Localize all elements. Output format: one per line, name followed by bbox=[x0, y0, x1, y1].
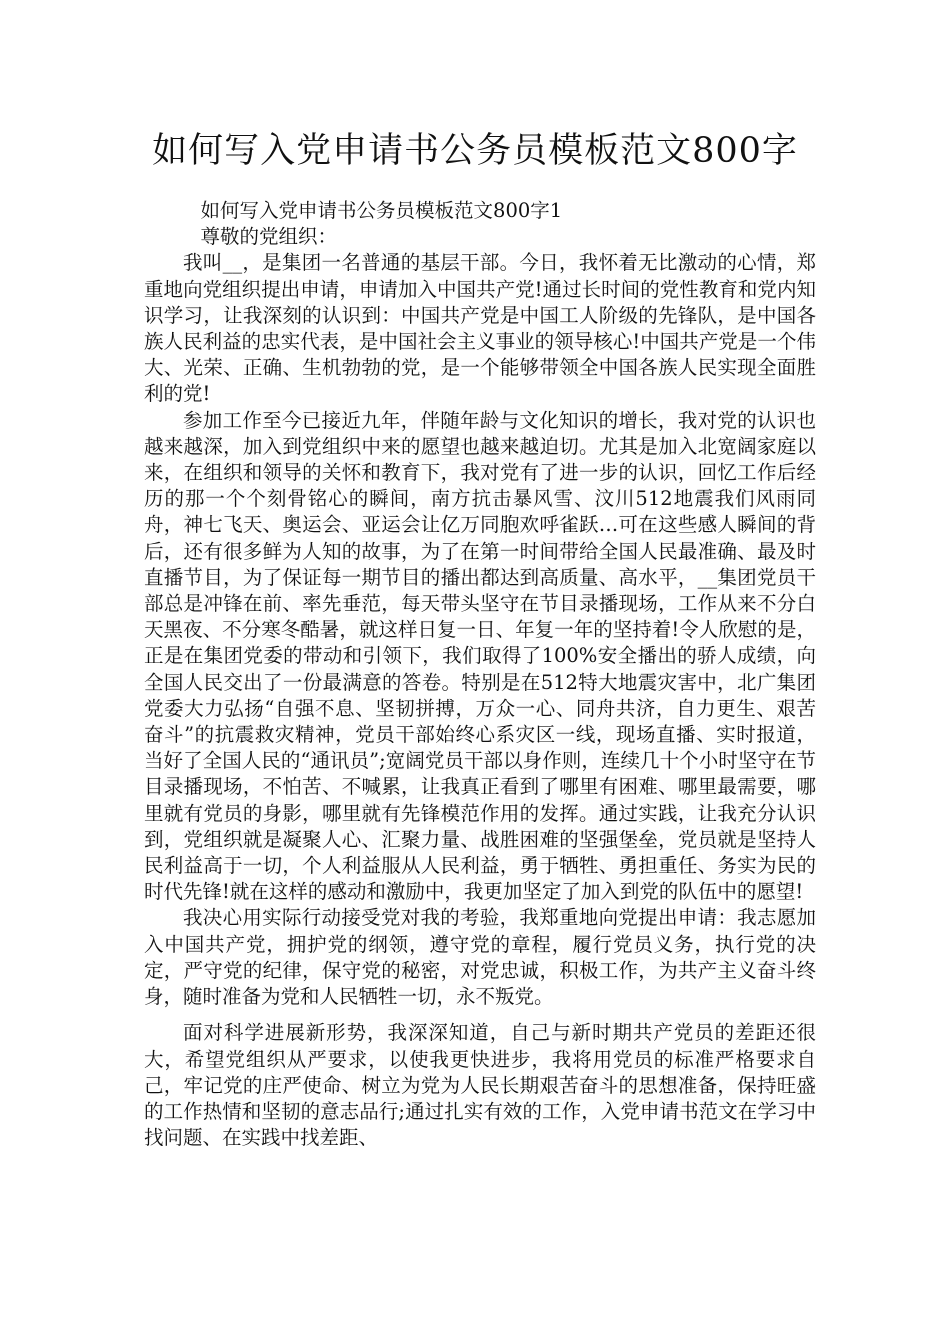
document-title: 如何写入党申请书公务员模板范文800字 bbox=[152, 131, 798, 171]
paragraph-4: 面对科学进展新形势，我深深知道，自己与新时期共产党员的差距还很大，希望党组织从严要求，以使我更快进步，我将用党员的标准严格要求自己，牢记党的庄严使命、树立为党为人民长期艰苦奋斗的思想准备，保持旺盛的工作热情和坚韧的意志品行;通过扎实有效的工作，入党申请书范文在学习中找问题、在实践中找差距、 bbox=[144, 1021, 816, 1150]
document-body bbox=[144, 198, 816, 1151]
paragraph-3: 我决心用实际行动接受党对我的考验，我郑重地向党提出申请：我志愿加入中国共产党，拥护党的纲领，遵守党的章程，履行党员义务，执行党的决定，严守党的纪律，保守党的秘密，对党忠诚，积极工作，为共产主义奋斗终身，随时准备为党和人民牺牲一切，永不叛党。 bbox=[144, 906, 816, 1009]
paragraph-1: 我叫__，是集团一名普通的基层干部。今日，我怀着无比激动的心情，郑重地向党组织提出申请，申请加入中国共产党!通过长时间的党性教育和党内知识学习，让我深刻的认识到：中国共产党是中国工人阶级的先锋队，是中国各族人民利益的忠实代表，是中国社会主义事业的领导核心!中国共产党是一个伟大、光荣、正确、生机勃勃的党，是一个能够带领全中国各族人民实现全面胜利的党! bbox=[144, 251, 816, 406]
salutation: 尊敬的党组织： bbox=[200, 225, 338, 249]
document-subtitle: 如何写入党申请书公务员模板范文800字1 bbox=[200, 199, 563, 222]
paragraph-2: 参加工作至今已接近九年，伴随年龄与文化知识的增长，我对党的认识也越来越深，加入到党组织中来的愿望也越来越迫切。尤其是加入北宽阔家庭以来，在组织和领导的关怀和教育下，我对党有了进一步的认识，回忆工作后经历的那一个个刻骨铭心的瞬间，南方抗击暴风雪、汶川512地震我们风雨同舟，神七飞天、奥运会、亚运会让亿万同胞欢呼雀跃…可在这些感人瞬间的背后，还有很多鲜为人知的故事，为了在第一时间带给全国人民最准确、最及时直播节目，为了保证每一期节目的播出都达到高质量、高水平，__集团党员干部总是冲锋在前、率先垂范，每天带头坚守在节目录播现场，工作从来不分白天黑夜、不分寒冬酷暑，就这样日复一日、年复一年的坚持着!令人欣慰的是，正是在集团党委的带动和引领下，我们取得了100%安全播出的骄人成绩，向全国人民交出了一份最满意的答卷。特别是在512特大地震灾害中，北广集团党委大力弘扬“自强不息、坚韧拼搏，万众一心、同舟共济，自力更生、艰苦奋斗”的抗震救灾精神，党员干部始终心系灾区一线，现场直播、实时报道，当好了全国人民的“通讯员”;宽阔党员干部以身作则，连续几十个小时坚守在节目录播现场，不怕苦、不喊累，让我真正看到了哪里有困难、哪里最需要，哪里就有党员的身影，哪里就有先锋模范作用的发挥。通过实践，让我充分认识到，党组织就是凝聚人心、汇聚力量、战胜困难的坚强堡垒，党员就是坚持人民利益高于一切，个人利益服从人民利益，勇于牺牲、勇担重任、务实为民的时代先锋!就在这样的感动和激励中，我更加坚定了加入到党的队伍中的愿望! bbox=[144, 408, 816, 904]
